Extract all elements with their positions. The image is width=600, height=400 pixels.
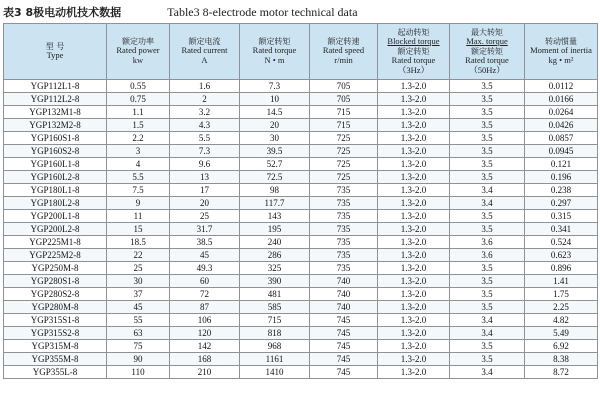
table-row bbox=[4, 119, 598, 132]
cell-max-torque-ratio: 3.4 bbox=[450, 366, 525, 379]
cell-rated-current: 120 bbox=[170, 327, 240, 340]
cell-blocked-torque-ratio: 1.3-2.0 bbox=[378, 366, 450, 379]
cell-max-torque-ratio: 3.5 bbox=[450, 145, 525, 158]
header-blocked-cn: 起动转矩 bbox=[397, 27, 430, 37]
cell-rated-torque: 52.7 bbox=[240, 158, 310, 171]
cell-rated-torque: 818 bbox=[240, 327, 310, 340]
cell-rated-torque: 20 bbox=[240, 119, 310, 132]
header-rated-speed bbox=[310, 24, 378, 80]
cell-rated-power: 9 bbox=[107, 197, 170, 210]
table-row bbox=[4, 249, 598, 262]
cell-type: YGP160S1-8 bbox=[4, 132, 107, 145]
table-row bbox=[4, 158, 598, 171]
header-power-cn: 额定功率 bbox=[122, 37, 154, 47]
cell-rated-power: 75 bbox=[107, 340, 170, 353]
cell-rated-power: 25 bbox=[107, 262, 170, 275]
cell-max-torque-ratio: 3.4 bbox=[450, 314, 525, 327]
header-max-denominator-en: Rated torque bbox=[465, 54, 509, 65]
cell-type: YGP200L1-8 bbox=[4, 210, 107, 223]
header-type bbox=[4, 24, 107, 80]
cell-type: YGP225M1-8 bbox=[4, 236, 107, 249]
cell-rated-speed: 735 bbox=[310, 184, 378, 197]
cell-max-torque-ratio: 3.5 bbox=[450, 171, 525, 184]
header-current-cn: 额定电流 bbox=[188, 37, 221, 47]
cell-rated-current: 38.5 bbox=[170, 236, 240, 249]
table-row bbox=[4, 236, 598, 249]
cell-blocked-torque-ratio: 1.3-2.0 bbox=[378, 171, 450, 184]
cell-blocked-torque-ratio: 1.3-2.0 bbox=[378, 93, 450, 106]
cell-blocked-torque-ratio: 1.3-2.0 bbox=[378, 119, 450, 132]
cell-rated-speed: 740 bbox=[310, 288, 378, 301]
header-current-en: Rated current bbox=[181, 45, 228, 56]
table-row bbox=[4, 171, 598, 184]
table-caption bbox=[3, 3, 358, 21]
cell-rated-torque: 325 bbox=[240, 262, 310, 275]
header-current-unit: A bbox=[201, 55, 208, 66]
cell-rated-current: 60 bbox=[170, 275, 240, 288]
header-blocked-denominator-cn: 额定转矩 bbox=[397, 46, 430, 56]
cell-type: YGP160S2-8 bbox=[4, 145, 107, 158]
header-speed-cn: 额定转速 bbox=[327, 37, 360, 47]
cell-moment-of-inertia: 0.196 bbox=[525, 171, 598, 184]
cell-type: YGP160L1-8 bbox=[4, 158, 107, 171]
table-row bbox=[4, 301, 598, 314]
cell-rated-torque: 585 bbox=[240, 301, 310, 314]
table-row bbox=[4, 197, 598, 210]
cell-rated-torque: 968 bbox=[240, 340, 310, 353]
table-body bbox=[4, 80, 598, 379]
cell-moment-of-inertia: 0.297 bbox=[525, 197, 598, 210]
cell-rated-speed: 735 bbox=[310, 249, 378, 262]
table-row bbox=[4, 184, 598, 197]
cell-rated-speed: 745 bbox=[310, 314, 378, 327]
cell-type: YGP315S1-8 bbox=[4, 314, 107, 327]
cell-blocked-torque-ratio: 1.3-2.0 bbox=[378, 249, 450, 262]
cell-blocked-torque-ratio: 1.3-2.0 bbox=[378, 314, 450, 327]
cell-moment-of-inertia: 0.121 bbox=[525, 158, 598, 171]
cell-moment-of-inertia: 0.0426 bbox=[525, 119, 598, 132]
cell-rated-torque: 30 bbox=[240, 132, 310, 145]
table-header-row bbox=[4, 24, 598, 80]
cell-rated-power: 55 bbox=[107, 314, 170, 327]
cell-rated-current: 3.2 bbox=[170, 106, 240, 119]
cell-type: YGP112L1-8 bbox=[4, 80, 107, 93]
cell-rated-speed: 735 bbox=[310, 197, 378, 210]
header-power-unit: kw bbox=[132, 55, 144, 66]
cell-rated-torque: 390 bbox=[240, 275, 310, 288]
header-rated-power bbox=[107, 24, 170, 80]
table-row bbox=[4, 106, 598, 119]
header-rated-torque bbox=[240, 24, 310, 80]
cell-type: YGP180L2-8 bbox=[4, 197, 107, 210]
cell-rated-torque: 72.5 bbox=[240, 171, 310, 184]
cell-max-torque-ratio: 3.5 bbox=[450, 301, 525, 314]
header-rated-current bbox=[170, 24, 240, 80]
cell-rated-torque: 117.7 bbox=[240, 197, 310, 210]
cell-moment-of-inertia: 8.72 bbox=[525, 366, 598, 379]
cell-rated-torque: 7.3 bbox=[240, 80, 310, 93]
cell-max-torque-ratio: 3.5 bbox=[450, 93, 525, 106]
cell-blocked-torque-ratio: 1.3-2.0 bbox=[378, 184, 450, 197]
cell-rated-current: 9.6 bbox=[170, 158, 240, 171]
cell-rated-current: 20 bbox=[170, 197, 240, 210]
cell-moment-of-inertia: 0.315 bbox=[525, 210, 598, 223]
cell-max-torque-ratio: 3.5 bbox=[450, 106, 525, 119]
cell-rated-current: 142 bbox=[170, 340, 240, 353]
table-row bbox=[4, 210, 598, 223]
header-torque-en: Rated torque bbox=[252, 45, 297, 56]
cell-rated-power: 18.5 bbox=[107, 236, 170, 249]
cell-moment-of-inertia: 0.896 bbox=[525, 262, 598, 275]
cell-rated-speed: 715 bbox=[310, 106, 378, 119]
cell-type: YGP355L-8 bbox=[4, 366, 107, 379]
cell-rated-current: 13 bbox=[170, 171, 240, 184]
cell-rated-current: 31.7 bbox=[170, 223, 240, 236]
header-max-frequency: （50Hz） bbox=[469, 64, 505, 75]
cell-rated-speed: 735 bbox=[310, 223, 378, 236]
table-row bbox=[4, 93, 598, 106]
cell-rated-current: 17 bbox=[170, 184, 240, 197]
cell-rated-speed: 740 bbox=[310, 275, 378, 288]
cell-blocked-torque-ratio: 1.3-2.0 bbox=[378, 106, 450, 119]
cell-max-torque-ratio: 3.5 bbox=[450, 275, 525, 288]
table-row bbox=[4, 340, 598, 353]
cell-rated-power: 1.5 bbox=[107, 119, 170, 132]
cell-rated-power: 45 bbox=[107, 301, 170, 314]
cell-moment-of-inertia: 2.25 bbox=[525, 301, 598, 314]
cell-max-torque-ratio: 3.4 bbox=[450, 327, 525, 340]
cell-rated-power: 37 bbox=[107, 288, 170, 301]
cell-blocked-torque-ratio: 1.3-2.0 bbox=[378, 275, 450, 288]
table-row bbox=[4, 223, 598, 236]
cell-rated-torque: 240 bbox=[240, 236, 310, 249]
cell-rated-current: 106 bbox=[170, 314, 240, 327]
cell-type: YGP132M1-8 bbox=[4, 106, 107, 119]
header-speed-unit: r/min bbox=[334, 55, 353, 66]
cell-blocked-torque-ratio: 1.3-2.0 bbox=[378, 262, 450, 275]
cell-moment-of-inertia: 0.0264 bbox=[525, 106, 598, 119]
cell-rated-speed: 735 bbox=[310, 210, 378, 223]
cell-blocked-torque-ratio: 1.3-2.0 bbox=[378, 288, 450, 301]
cell-type: YGP280M-8 bbox=[4, 301, 107, 314]
header-max-denominator-cn: 额定转矩 bbox=[471, 46, 503, 56]
table-row bbox=[4, 145, 598, 158]
cell-rated-speed: 705 bbox=[310, 93, 378, 106]
header-max-torque bbox=[450, 24, 525, 80]
cell-rated-torque: 715 bbox=[240, 314, 310, 327]
cell-moment-of-inertia: 0.0112 bbox=[525, 80, 598, 93]
cell-rated-speed: 735 bbox=[310, 236, 378, 249]
cell-type: YGP200L2-8 bbox=[4, 223, 107, 236]
header-inertia-unit: kg • m² bbox=[548, 55, 574, 66]
cell-rated-speed: 725 bbox=[310, 132, 378, 145]
cell-moment-of-inertia: 6.92 bbox=[525, 340, 598, 353]
cell-max-torque-ratio: 3.6 bbox=[450, 249, 525, 262]
header-moment-of-inertia bbox=[525, 24, 598, 80]
header-power-en: Rated power bbox=[116, 45, 160, 56]
cell-type: YGP112L2-8 bbox=[4, 93, 107, 106]
cell-moment-of-inertia: 1.75 bbox=[525, 288, 598, 301]
cell-rated-current: 2 bbox=[170, 93, 240, 106]
cell-moment-of-inertia: 0.0857 bbox=[525, 132, 598, 145]
cell-rated-current: 1.6 bbox=[170, 80, 240, 93]
table-row bbox=[4, 327, 598, 340]
cell-rated-current: 72 bbox=[170, 288, 240, 301]
cell-rated-speed: 725 bbox=[310, 171, 378, 184]
cell-rated-power: 11 bbox=[107, 210, 170, 223]
cell-max-torque-ratio: 3.4 bbox=[450, 184, 525, 197]
cell-rated-torque: 481 bbox=[240, 288, 310, 301]
cell-type: YGP225M2-8 bbox=[4, 249, 107, 262]
cell-max-torque-ratio: 3.5 bbox=[450, 288, 525, 301]
cell-rated-torque: 1161 bbox=[240, 353, 310, 366]
cell-rated-current: 210 bbox=[170, 366, 240, 379]
header-torque-unit: N • m bbox=[264, 55, 285, 66]
table-row bbox=[4, 288, 598, 301]
cell-blocked-torque-ratio: 1.3-2.0 bbox=[378, 223, 450, 236]
cell-rated-speed: 715 bbox=[310, 119, 378, 132]
cell-type: YGP180L1-8 bbox=[4, 184, 107, 197]
cell-max-torque-ratio: 3.5 bbox=[450, 223, 525, 236]
cell-type: YGP355M-8 bbox=[4, 353, 107, 366]
cell-blocked-torque-ratio: 1.3-2.0 bbox=[378, 158, 450, 171]
header-type-cn: 型 号 bbox=[45, 42, 65, 52]
cell-rated-current: 5.5 bbox=[170, 132, 240, 145]
cell-moment-of-inertia: 1.41 bbox=[525, 275, 598, 288]
cell-type: YGP315M-8 bbox=[4, 340, 107, 353]
cell-rated-power: 63 bbox=[107, 327, 170, 340]
cell-rated-torque: 195 bbox=[240, 223, 310, 236]
header-inertia-en: Moment of inertia bbox=[530, 45, 592, 56]
cell-moment-of-inertia: 8.38 bbox=[525, 353, 598, 366]
cell-rated-speed: 745 bbox=[310, 366, 378, 379]
cell-type: YGP132M2-8 bbox=[4, 119, 107, 132]
cell-rated-torque: 143 bbox=[240, 210, 310, 223]
table-row bbox=[4, 132, 598, 145]
cell-rated-speed: 725 bbox=[310, 158, 378, 171]
cell-max-torque-ratio: 3.5 bbox=[450, 210, 525, 223]
header-type-en: Type bbox=[46, 50, 64, 61]
cell-type: YGP160L2-8 bbox=[4, 171, 107, 184]
cell-rated-power: 30 bbox=[107, 275, 170, 288]
cell-rated-power: 110 bbox=[107, 366, 170, 379]
cell-rated-speed: 745 bbox=[310, 340, 378, 353]
cell-rated-speed: 740 bbox=[310, 301, 378, 314]
cell-moment-of-inertia: 4.82 bbox=[525, 314, 598, 327]
cell-rated-current: 4.3 bbox=[170, 119, 240, 132]
cell-rated-power: 0.55 bbox=[107, 80, 170, 93]
cell-rated-speed: 745 bbox=[310, 353, 378, 366]
cell-moment-of-inertia: 0.524 bbox=[525, 236, 598, 249]
header-speed-en: Rated speed bbox=[322, 45, 365, 56]
header-torque-cn: 额定转矩 bbox=[258, 37, 291, 47]
cell-rated-speed: 705 bbox=[310, 80, 378, 93]
cell-rated-current: 7.3 bbox=[170, 145, 240, 158]
cell-max-torque-ratio: 3.6 bbox=[450, 236, 525, 249]
table-row bbox=[4, 314, 598, 327]
cell-rated-power: 2.2 bbox=[107, 132, 170, 145]
cell-rated-power: 3 bbox=[107, 145, 170, 158]
cell-moment-of-inertia: 0.238 bbox=[525, 184, 598, 197]
motor-data-table bbox=[3, 23, 598, 379]
cell-max-torque-ratio: 3.5 bbox=[450, 132, 525, 145]
cell-type: YGP280S1-8 bbox=[4, 275, 107, 288]
cell-rated-current: 25 bbox=[170, 210, 240, 223]
cell-max-torque-ratio: 3.5 bbox=[450, 119, 525, 132]
cell-max-torque-ratio: 3.5 bbox=[450, 158, 525, 171]
cell-max-torque-ratio: 3.5 bbox=[450, 262, 525, 275]
cell-max-torque-ratio: 3.5 bbox=[450, 340, 525, 353]
cell-moment-of-inertia: 0.0166 bbox=[525, 93, 598, 106]
cell-moment-of-inertia: 0.0945 bbox=[525, 145, 598, 158]
cell-rated-power: 0.75 bbox=[107, 93, 170, 106]
header-max-cn: 最大转矩 bbox=[471, 27, 503, 37]
cell-blocked-torque-ratio: 1.3-2.0 bbox=[378, 145, 450, 158]
header-blocked-torque bbox=[378, 24, 450, 80]
cell-moment-of-inertia: 0.341 bbox=[525, 223, 598, 236]
cell-type: YGP250M-8 bbox=[4, 262, 107, 275]
caption-chinese: 表3 8极电动机技术数据 bbox=[3, 6, 122, 19]
cell-rated-power: 4 bbox=[107, 158, 170, 171]
cell-rated-speed: 735 bbox=[310, 262, 378, 275]
header-blocked-frequency: （3Hz） bbox=[397, 64, 430, 75]
cell-moment-of-inertia: 5.49 bbox=[525, 327, 598, 340]
header-max-en: Max. torque bbox=[466, 35, 508, 46]
cell-rated-power: 15 bbox=[107, 223, 170, 236]
cell-rated-speed: 745 bbox=[310, 327, 378, 340]
cell-rated-power: 90 bbox=[107, 353, 170, 366]
cell-blocked-torque-ratio: 1.3-2.0 bbox=[378, 132, 450, 145]
cell-rated-torque: 98 bbox=[240, 184, 310, 197]
cell-max-torque-ratio: 3.5 bbox=[450, 80, 525, 93]
table-row bbox=[4, 366, 598, 379]
cell-type: YGP315S2-8 bbox=[4, 327, 107, 340]
cell-rated-power: 1.1 bbox=[107, 106, 170, 119]
table-row bbox=[4, 262, 598, 275]
cell-rated-current: 49.3 bbox=[170, 262, 240, 275]
cell-rated-current: 87 bbox=[170, 301, 240, 314]
cell-blocked-torque-ratio: 1.3-2.0 bbox=[378, 327, 450, 340]
cell-max-torque-ratio: 3.4 bbox=[450, 197, 525, 210]
table-row bbox=[4, 353, 598, 366]
cell-type: YGP280S2-8 bbox=[4, 288, 107, 301]
table-row bbox=[4, 275, 598, 288]
cell-rated-power: 22 bbox=[107, 249, 170, 262]
cell-blocked-torque-ratio: 1.3-2.0 bbox=[378, 80, 450, 93]
cell-blocked-torque-ratio: 1.3-2.0 bbox=[378, 301, 450, 314]
cell-blocked-torque-ratio: 1.3-2.0 bbox=[378, 340, 450, 353]
cell-rated-torque: 39.5 bbox=[240, 145, 310, 158]
cell-rated-current: 45 bbox=[170, 249, 240, 262]
cell-rated-torque: 286 bbox=[240, 249, 310, 262]
table-row bbox=[4, 80, 598, 93]
cell-rated-torque: 10 bbox=[240, 93, 310, 106]
header-inertia-cn: 转动惯量 bbox=[545, 37, 577, 47]
header-blocked-en: Blocked torque bbox=[387, 35, 440, 46]
cell-blocked-torque-ratio: 1.3-2.0 bbox=[378, 353, 450, 366]
cell-rated-speed: 725 bbox=[310, 145, 378, 158]
cell-blocked-torque-ratio: 1.3-2.0 bbox=[378, 197, 450, 210]
cell-blocked-torque-ratio: 1.3-2.0 bbox=[378, 210, 450, 223]
cell-rated-torque: 1410 bbox=[240, 366, 310, 379]
cell-rated-power: 7.5 bbox=[107, 184, 170, 197]
caption-english: Table3 8-electrode motor technical data bbox=[167, 4, 358, 19]
cell-blocked-torque-ratio: 1.3-2.0 bbox=[378, 236, 450, 249]
cell-moment-of-inertia: 0.623 bbox=[525, 249, 598, 262]
header-blocked-denominator-en: Rated torque bbox=[391, 54, 436, 65]
cell-rated-current: 168 bbox=[170, 353, 240, 366]
cell-rated-power: 5.5 bbox=[107, 171, 170, 184]
cell-rated-torque: 14.5 bbox=[240, 106, 310, 119]
cell-max-torque-ratio: 3.5 bbox=[450, 353, 525, 366]
